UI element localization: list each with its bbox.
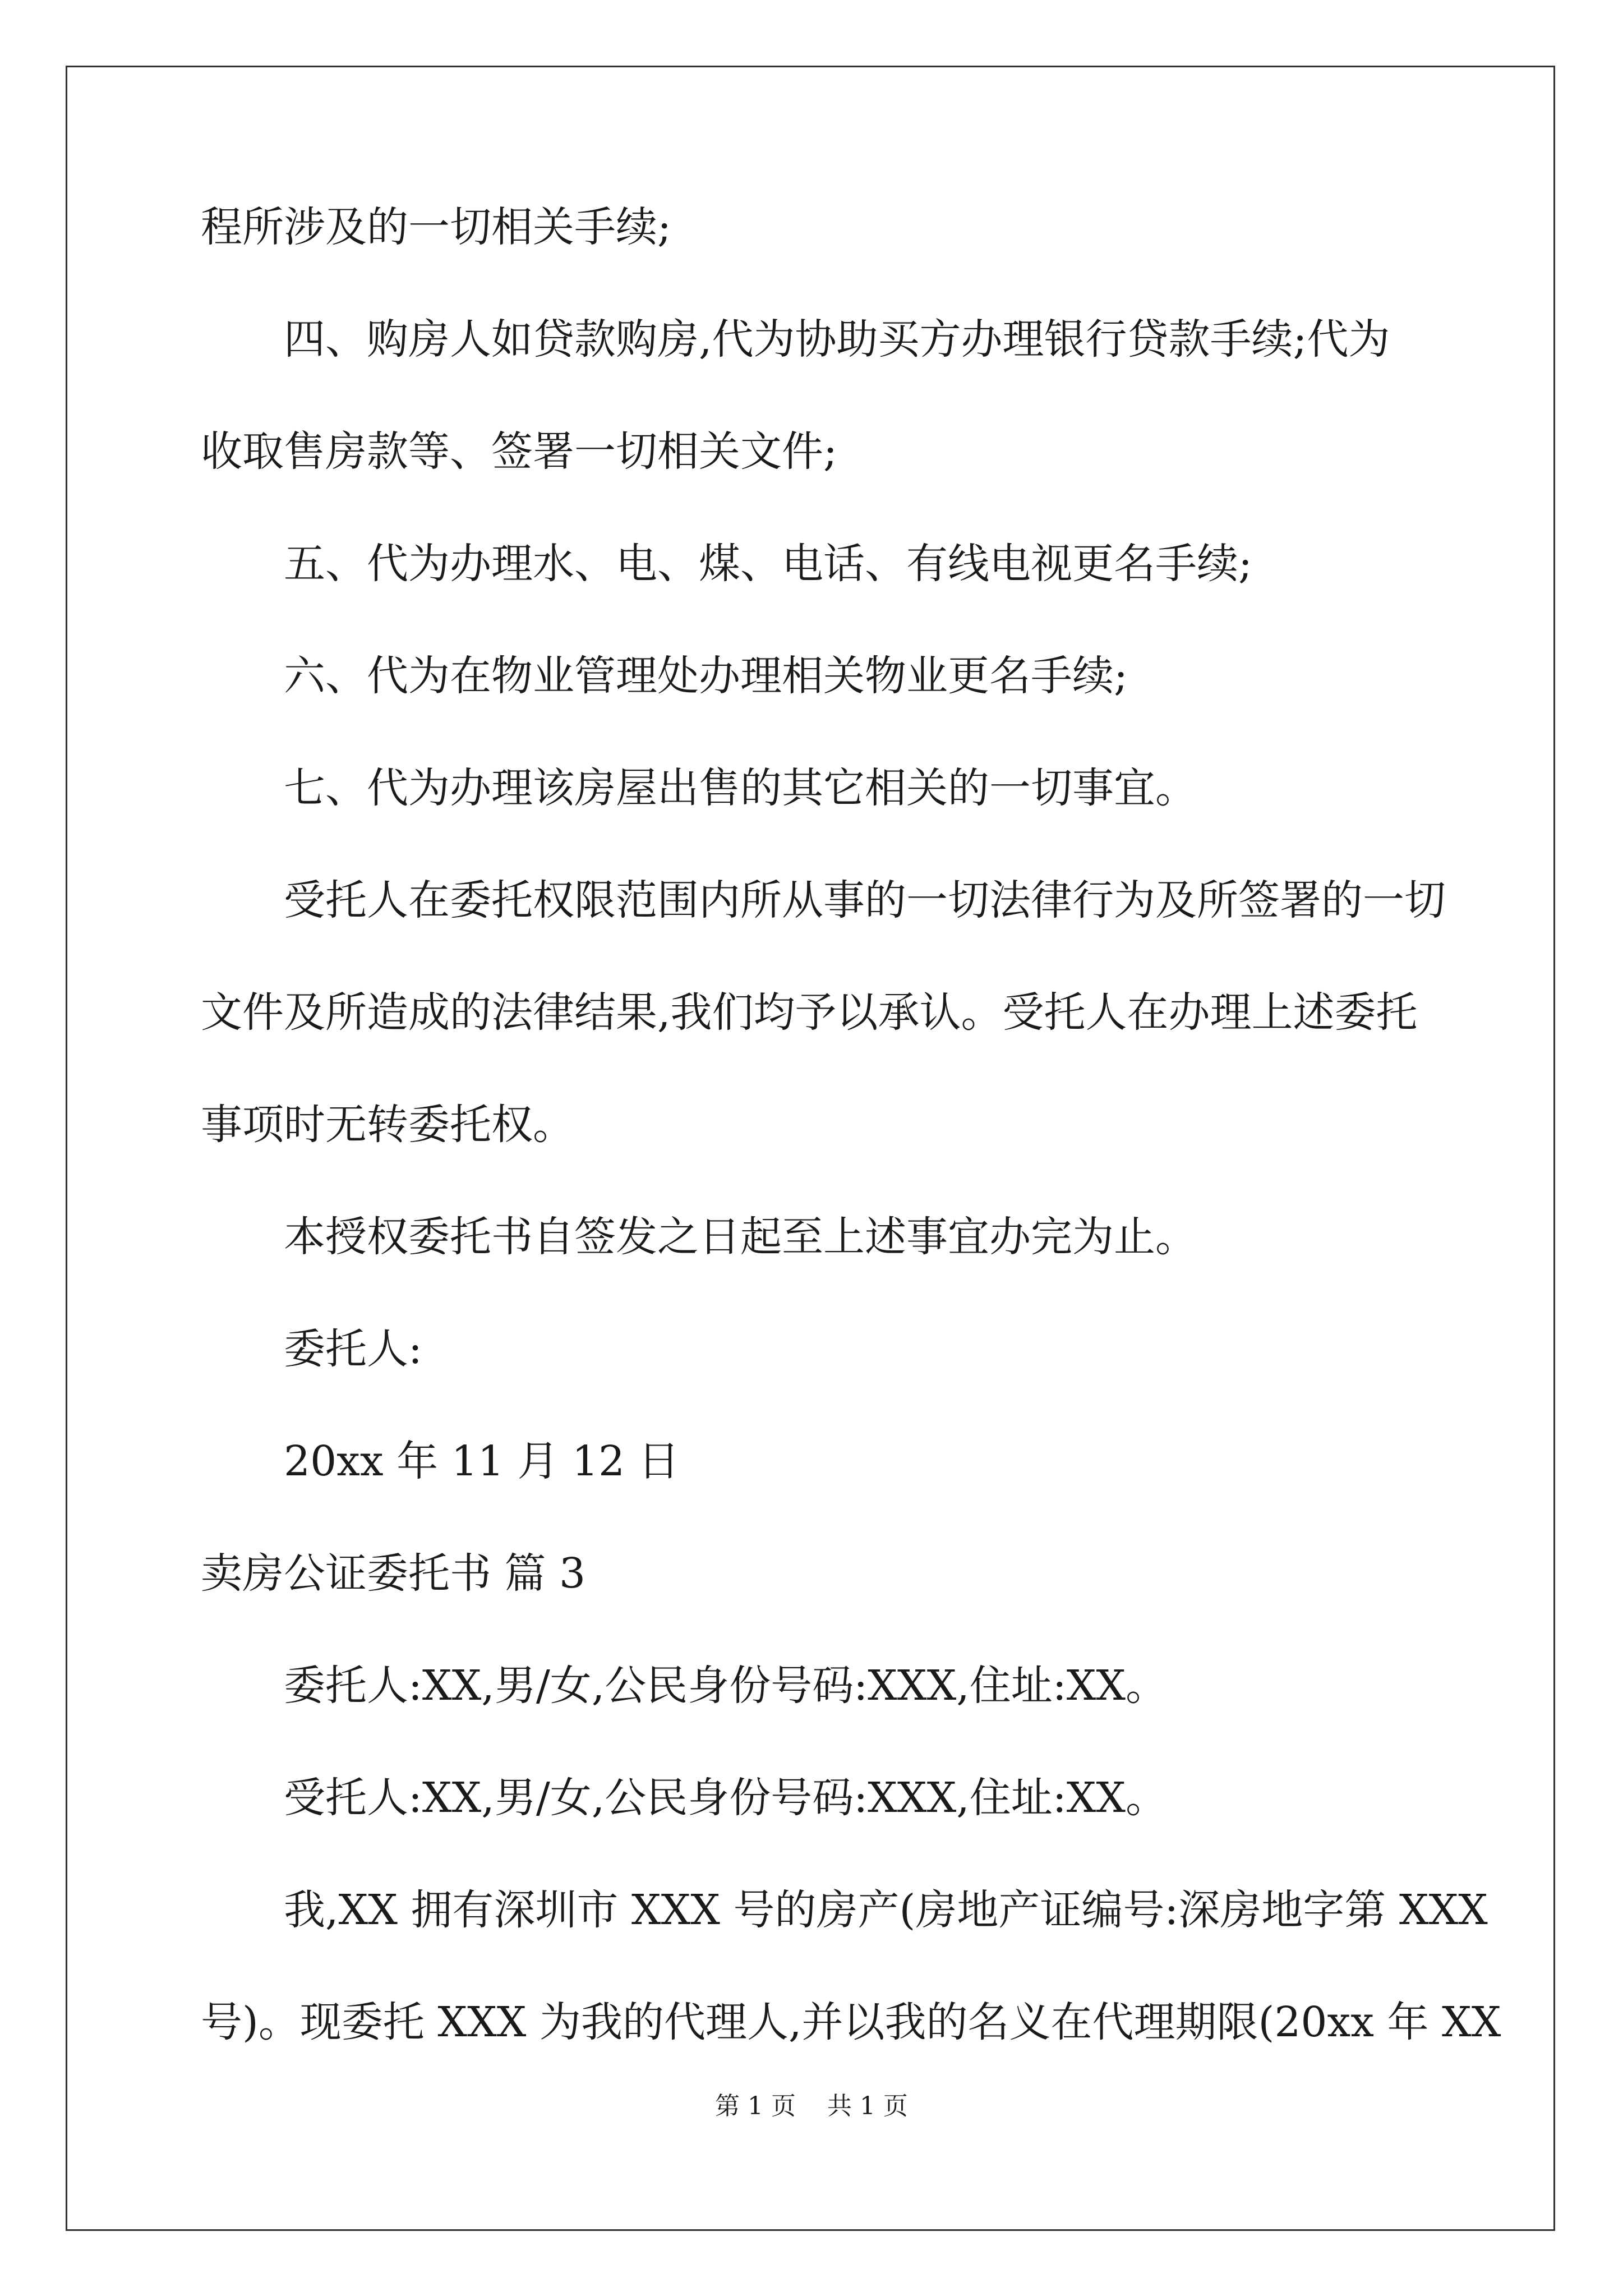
text-line-14: 委托人:XX,男/女,公民身份号码:XXX,住址:XX。	[284, 1662, 1168, 1710]
section-heading: 卖房公证委托书 篇 3	[201, 1549, 586, 1598]
text-line-8: 文件及所造成的法律结果,我们均予以承认。受托人在办理上述委托	[201, 988, 1418, 1037]
text-line-12: 20xx 年 11 月 12 日	[284, 1437, 680, 1485]
page-number-footer: 第 1 页 共 1 页	[715, 2092, 908, 2120]
text-line-17: 号)。现委托 XXX 为我的代理人,并以我的名义在代理期限(20xx 年 XX	[201, 1998, 1501, 2046]
text-line-7: 受托人在委托权限范围内所从事的一切法律行为及所签署的一切	[284, 876, 1446, 924]
text-line-15: 受托人:XX,男/女,公民身份号码:XXX,住址:XX。	[284, 1774, 1168, 1822]
text-line-16: 我,XX 拥有深圳市 XXX 号的房产(房地产证编号:深房地字第 XXX	[284, 1886, 1488, 1934]
text-line-3: 收取售房款等、签署一切相关文件;	[201, 427, 837, 476]
text-line-6: 七、代为办理该房屋出售的其它相关的一切事宜。	[284, 764, 1197, 812]
text-line-4: 五、代为办理水、电、煤、电话、有线电视更名手续;	[284, 540, 1252, 588]
text-line-1: 程所涉及的一切相关手续;	[201, 203, 671, 251]
text-line-5: 六、代为在物业管理处办理相关物业更名手续;	[284, 652, 1128, 700]
text-line-11: 委托人:	[284, 1325, 422, 1373]
text-line-2: 四、购房人如贷款购房,代为协助买方办理银行贷款手续;代为	[284, 315, 1390, 364]
text-line-9: 事项时无转委托权。	[201, 1101, 574, 1149]
text-line-10: 本授权委托书自签发之日起至上述事宜办完为止。	[284, 1213, 1197, 1261]
